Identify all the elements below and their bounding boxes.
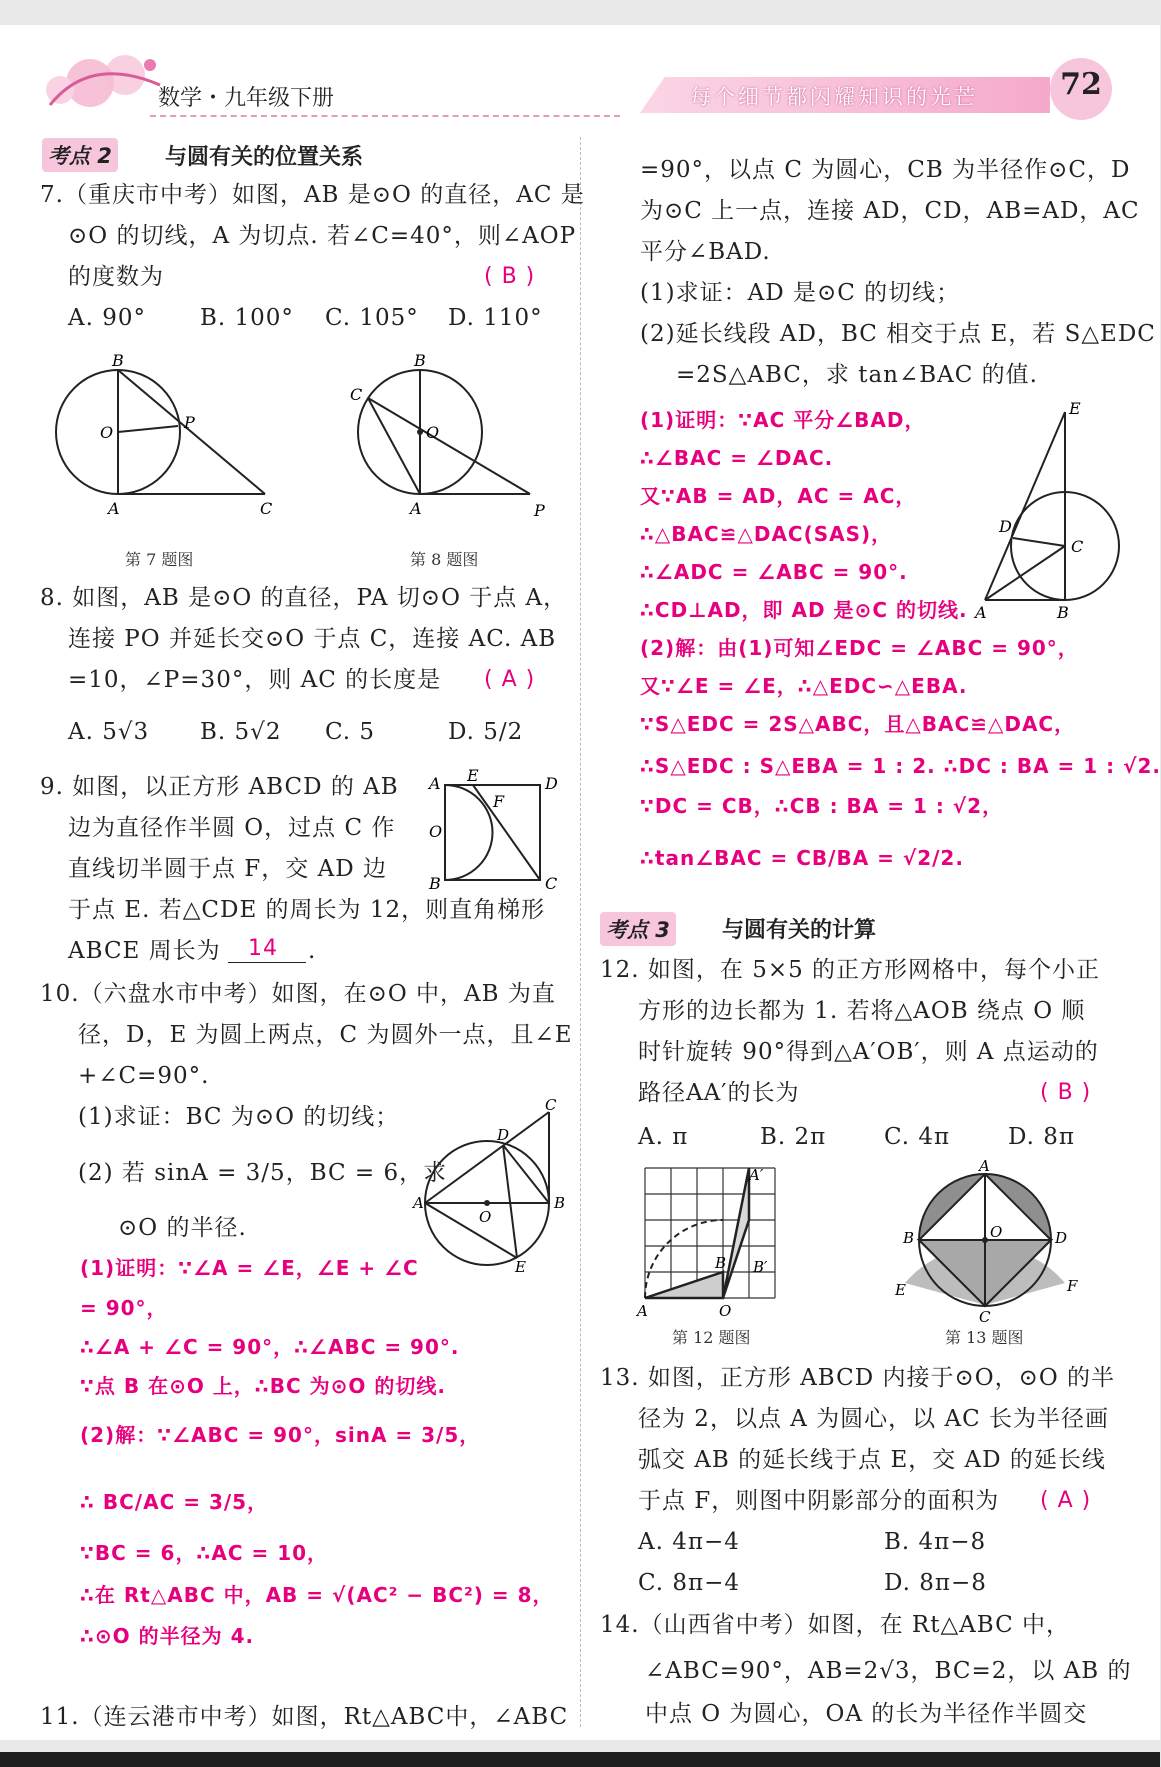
svg-text:P: P (534, 501, 545, 520)
q12-line: 路径AA′的长为 (638, 1080, 800, 1106)
q8-option: C. 5 (325, 719, 376, 745)
q10-solution: ∵BC = 6，∴AC = 10， (80, 1541, 329, 1565)
figure-7 (40, 350, 290, 530)
q10-line: 径，D，E 为圆上两点，C 为圆外一点，且∠E (78, 1022, 573, 1048)
q10-line: ⊙O 的半径. (118, 1215, 247, 1241)
q13-option: D. 8π−8 (884, 1570, 987, 1596)
q10-line: 10.（六盘水市中考）如图，在⊙O 中，AB 为直 (40, 981, 556, 1007)
q11-line: 为⊙C 上一点，连接 AD，CD，AB=AD，AC (640, 198, 1140, 224)
figure-caption: 第 12 题图 (672, 1328, 751, 1347)
svg-text:P: P (184, 413, 195, 432)
q12-option: B. 2π (760, 1124, 827, 1150)
q9-line: ABCE 周长为 (68, 938, 221, 964)
svg-text:B: B (903, 1229, 915, 1247)
svg-text:O: O (426, 423, 440, 442)
q10-solution: ∴⊙O 的半径为 4. (80, 1624, 255, 1648)
q8-option: D. 5/2 (448, 719, 524, 745)
q9-answer: 14 (248, 936, 278, 961)
q8-option: A. 5√3 (68, 719, 150, 745)
q11-solution: 又∵AB = AD，AC = AC， (640, 484, 917, 508)
q14-line: 14.（山西省中考）如图，在 Rt△ABC 中， (600, 1612, 1070, 1638)
q12-answer: ( B ) (1040, 1080, 1092, 1105)
q10-solution: = 90°， (80, 1296, 168, 1320)
q11-solution: 又∵∠E = ∠E，∴△EDC∽△EBA. (640, 674, 968, 698)
q7-option: D. 110° (448, 305, 543, 331)
figure-8 (340, 350, 560, 530)
q9-line: 9. 如图，以正方形 ABCD 的 AB (40, 774, 399, 800)
q11-line: =2S△ABC，求 tan∠BAC 的值. (676, 362, 1038, 388)
q14-line: 中点 O 为圆心，OA 的长为半径作半圆交 (645, 1701, 1088, 1727)
q14-line: ∠ABC=90°，AB=2√3，BC=2，以 AB 的 (645, 1658, 1132, 1684)
figure-10 (413, 1096, 575, 1276)
q10-solution: ∴在 Rt△ABC 中，AB = √(AC² − BC²) = 8， (80, 1583, 554, 1607)
q7-line: ⊙O 的切线，A 为切点. 若∠C=40°，则∠AOP (68, 223, 577, 249)
svg-text:E: E (895, 1281, 906, 1299)
svg-text:A′: A′ (749, 1166, 764, 1184)
svg-text:D: D (497, 1126, 510, 1144)
q7-option: B. 100° (200, 305, 294, 331)
svg-text:A: A (975, 603, 987, 622)
q11-line: =90°，以点 C 为圆心，CB 为半径作⊙C，D (640, 157, 1131, 183)
figure-caption: 第 13 题图 (945, 1328, 1024, 1347)
q13-line: 13. 如图，正方形 ABCD 内接于⊙O，⊙O 的半 (600, 1365, 1116, 1391)
q11-solution: ∴∠BAC = ∠DAC. (640, 446, 834, 470)
svg-text:F: F (1067, 1277, 1078, 1295)
q12-line: 时针旋转 90°得到△A′OB′，则 A 点运动的 (638, 1039, 1099, 1065)
svg-text:O: O (719, 1302, 732, 1320)
q11-solution: ∴CD⊥AD，即 AD 是⊙C 的切线. (640, 598, 968, 622)
section-title: 与圆有关的计算 (722, 918, 877, 943)
q8-line: 连接 PO 并延长交⊙O 于点 C，连接 AC. AB (68, 626, 557, 652)
q11-solution: (2)解：由(1)可知∠EDC = ∠ABC = 90°， (640, 636, 1079, 660)
svg-text:E: E (515, 1258, 526, 1276)
q8-line: 8. 如图，AB 是⊙O 的直径，PA 切⊙O 于点 A， (40, 585, 568, 611)
svg-text:C: C (260, 499, 273, 518)
svg-text:C: C (1071, 537, 1084, 556)
q10-solution: ∵点 B 在⊙O 上，∴BC 为⊙O 的切线. (80, 1374, 446, 1398)
q11-solution: ∴tan∠BAC = CB/BA = √2/2. (640, 846, 964, 870)
svg-text:B: B (112, 351, 124, 370)
svg-text:B′: B′ (753, 1258, 768, 1276)
column-divider (580, 137, 581, 1727)
svg-text:B: B (715, 1254, 727, 1272)
q7-option: A. 90° (68, 305, 146, 331)
q11-solution: ∵S△EDC = 2S△ABC，且△BAC≌△DAC， (640, 712, 1076, 736)
q13-option: A. 4π−4 (638, 1529, 740, 1555)
q11-solution: ∴S△EDC : S△EBA = 1 : 2. ∴DC : BA = 1 : √2. (640, 754, 1161, 778)
svg-text:C: C (350, 385, 363, 404)
q12-option: A. π (638, 1124, 689, 1150)
q10-line: (1)求证：BC 为⊙O 的切线； (78, 1104, 400, 1130)
svg-text:B: B (1057, 603, 1069, 622)
q10-solution: (2)解：∵∠ABC = 90°，sinA = 3/5， (80, 1423, 481, 1447)
svg-text:C: C (545, 1096, 557, 1114)
svg-text:B: B (414, 351, 426, 370)
q11-solution: ∴△BAC≌△DAC(SAS)， (640, 522, 893, 546)
book-title: 数学・九年级下册 (158, 86, 335, 111)
svg-text:A: A (637, 1302, 648, 1320)
q9-line: 边为直径作半圆 O，过点 C 作 (68, 815, 396, 841)
q11-line: (1)求证：AD 是⊙C 的切线； (640, 280, 961, 306)
q10-line: (2) 若 sinA = 3/5，BC = 6，求 (78, 1160, 448, 1186)
page (0, 25, 1160, 1740)
q10-solution: ∴ BC/AC = 3/5， (80, 1490, 269, 1514)
q10-line: +∠C=90°. (78, 1063, 210, 1089)
q8-answer: ( A ) (484, 667, 536, 692)
q7-answer: ( B ) (484, 264, 536, 289)
svg-text:C: C (979, 1308, 991, 1326)
q7-line: 的度数为 (68, 264, 164, 290)
q12-line: 方形的边长都为 1. 若将△AOB 绕点 O 顺 (638, 998, 1086, 1024)
svg-text:D: D (1055, 1229, 1068, 1247)
svg-text:F: F (493, 792, 505, 811)
figure-caption: 第 8 题图 (410, 550, 479, 569)
q13-line: 于点 F，则图中阴影部分的面积为 (638, 1488, 1000, 1514)
q9-line: 于点 E. 若△CDE 的周长为 12，则直角梯形 (68, 897, 546, 923)
figure-11 (975, 400, 1125, 620)
svg-text:A: A (979, 1157, 990, 1175)
q13-option: C. 8π−4 (638, 1570, 741, 1596)
figure-caption: 第 7 题图 (125, 550, 194, 569)
q7-option: C. 105° (325, 305, 419, 331)
svg-text:O: O (990, 1223, 1003, 1241)
q11-line: 11.（连云港市中考）如图，Rt△ABC中，∠ABC (40, 1704, 569, 1730)
q10-solution: (1)证明：∵∠A = ∠E，∠E + ∠C (80, 1256, 419, 1280)
section-tag: 考点 2 (42, 138, 118, 172)
svg-text:C: C (545, 874, 558, 893)
svg-text:E: E (1069, 399, 1081, 418)
svg-text:A: A (429, 774, 441, 793)
q11-line: 平分∠BAD. (640, 239, 771, 265)
figure-13 (895, 1157, 1085, 1326)
q13-line: 弧交 AB 的延长线于点 E，交 AD 的延长线 (638, 1447, 1106, 1473)
q12-option: D. 8π (1008, 1124, 1075, 1150)
q11-solution: ∴∠ADC = ∠ABC = 90°. (640, 560, 908, 584)
q12-line: 12. 如图，在 5×5 的正方形网格中，每个小正 (600, 957, 1101, 983)
svg-text:B: B (429, 874, 441, 893)
q9-line: 直线切半圆于点 F，交 AD 边 (68, 856, 387, 882)
svg-text:E: E (467, 766, 479, 785)
slogan: 每个细节都闪耀知识的光芒 (690, 85, 978, 109)
bottom-bar (0, 1752, 1160, 1767)
figure-12 (635, 1160, 815, 1320)
q8-option: B. 5√2 (200, 719, 282, 745)
page-number: 72 (1060, 67, 1102, 102)
q11-line: (2)延长线段 AD，BC 相交于点 E，若 S△EDC (640, 321, 1156, 347)
q8-line: =10，∠P=30°，则 AC 的长度是 (68, 667, 442, 693)
q13-line: 径为 2，以点 A 为圆心，以 AC 长为半径画 (638, 1406, 1110, 1432)
q13-answer: ( A ) (1040, 1488, 1092, 1513)
svg-text:O: O (479, 1208, 492, 1226)
q12-option: C. 4π (884, 1124, 951, 1150)
svg-text:B: B (554, 1194, 566, 1212)
header-divider (150, 115, 620, 117)
q10-solution: ∴∠A + ∠C = 90°，∴∠ABC = 90°. (80, 1335, 460, 1359)
svg-text:O: O (100, 423, 114, 442)
period: . (308, 938, 317, 964)
figure-9 (425, 765, 565, 895)
svg-text:A: A (410, 499, 422, 518)
q13-option: B. 4π−8 (884, 1529, 987, 1555)
q11-solution: (1)证明：∵AC 平分∠BAD， (640, 408, 926, 432)
q7-line: 7.（重庆市中考）如图，AB 是⊙O 的直径，AC 是 (40, 182, 585, 208)
section-tag: 考点 3 (600, 912, 676, 946)
q11-solution: ∵DC = CB，∴CB : BA = 1 : √2， (640, 794, 1004, 818)
section-title: 与圆有关的位置关系 (165, 145, 364, 170)
svg-text:O: O (429, 822, 443, 841)
svg-text:A: A (108, 499, 120, 518)
svg-text:D: D (545, 774, 558, 793)
svg-text:D: D (999, 517, 1012, 536)
svg-text:A: A (413, 1194, 424, 1212)
